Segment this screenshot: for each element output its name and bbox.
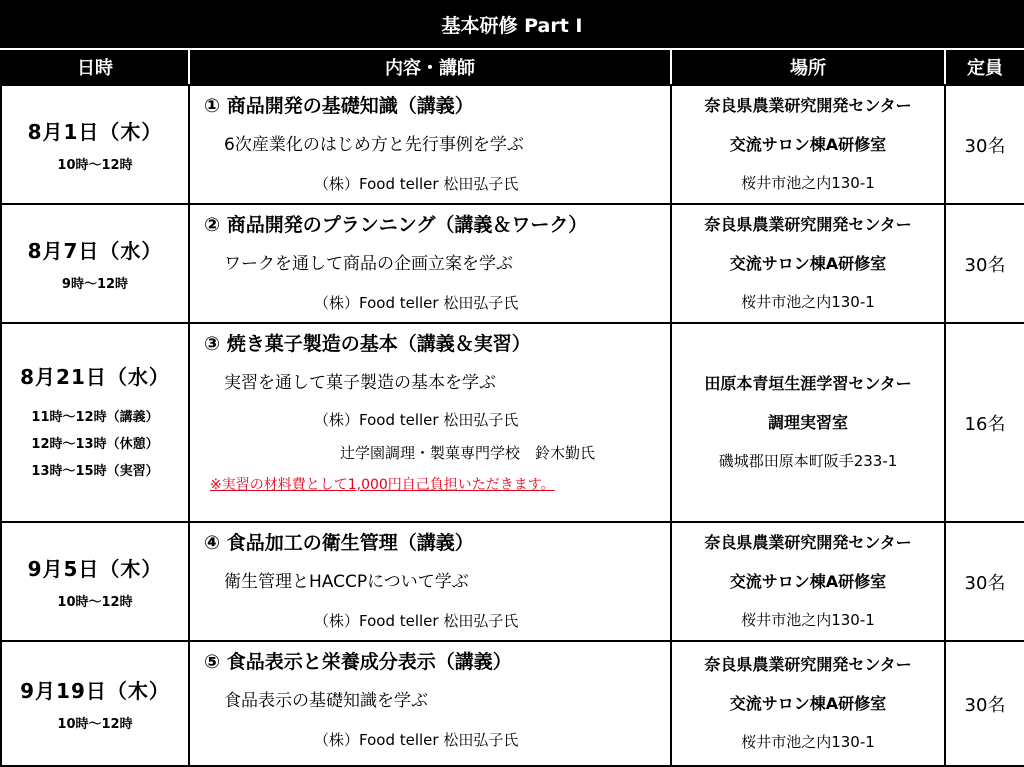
session-date: 8月7日（水） xyxy=(27,239,163,263)
table-row xyxy=(1,641,1024,766)
venue-room: 交流サロン棟A研修室 xyxy=(729,135,887,154)
session-time: 12時～13時（休憩） xyxy=(31,436,159,452)
session-title: ② 商品開発のプランニング（講義＆ワーク） xyxy=(204,214,588,236)
venue-address: 桜井市池之内130-1 xyxy=(741,611,875,629)
table-row xyxy=(1,522,1024,641)
capacity-cell: 30名 xyxy=(945,641,1024,766)
session-date: 9月5日（木） xyxy=(27,557,163,581)
session-time: 10時～12時 xyxy=(57,595,133,610)
session-title: ⑤ 食品表示と栄養成分表示（講義） xyxy=(204,651,512,673)
lecturer: （株）Food teller 松田弘子氏 xyxy=(314,612,519,630)
session-date: 8月21日（水） xyxy=(20,364,170,389)
place-cell xyxy=(671,204,945,323)
venue-address: 桜井市池之内130-1 xyxy=(741,174,875,192)
header-capacity: 定員 xyxy=(945,49,1024,85)
table-row xyxy=(1,323,1024,522)
session-description: 6次産業化のはじめ方と先行事例を学ぶ xyxy=(224,135,524,155)
schedule-table xyxy=(0,48,1024,767)
capacity-cell: 16名 xyxy=(945,323,1024,522)
capacity-cell: 30名 xyxy=(945,522,1024,641)
venue-name: 奈良県農業研究開発センター xyxy=(704,215,912,234)
session-title: ① 商品開発の基礎知識（講義） xyxy=(204,95,474,117)
place-cell xyxy=(671,85,945,204)
session-date: 8月1日（木） xyxy=(27,120,163,144)
content-cell xyxy=(189,85,671,204)
content-cell xyxy=(189,522,671,641)
session-title: ③ 焼き菓子製造の基本（講義＆実習） xyxy=(204,333,531,355)
lecturer: 辻学園調理・製菓専門学校 鈴木勤氏 xyxy=(340,444,596,462)
venue-name: 奈良県農業研究開発センター xyxy=(704,96,912,115)
venue-address: 桜井市池之内130-1 xyxy=(741,293,875,311)
date-cell xyxy=(1,641,189,766)
venue-room: 交流サロン棟A研修室 xyxy=(729,694,887,713)
place-cell xyxy=(671,323,945,522)
session-title: ④ 食品加工の衛生管理（講義） xyxy=(204,532,474,554)
venue-room: 交流サロン棟A研修室 xyxy=(729,572,887,591)
venue-name: 奈良県農業研究開発センター xyxy=(704,533,912,552)
session-description: 衛生管理とHACCPについて学ぶ xyxy=(224,572,469,592)
header-date: 日時 xyxy=(1,49,189,85)
venue-address: 磯城郡田原本町阪手233-1 xyxy=(718,452,898,470)
venue-address: 桜井市池之内130-1 xyxy=(741,733,875,751)
lecturer: （株）Food teller 松田弘子氏 xyxy=(314,294,519,312)
session-time: 11時～12時（講義） xyxy=(31,409,159,425)
lecturer: （株）Food teller 松田弘子氏 xyxy=(314,411,519,429)
table-row xyxy=(1,85,1024,204)
capacity-cell: 30名 xyxy=(945,204,1024,323)
lecturer: （株）Food teller 松田弘子氏 xyxy=(314,175,519,193)
session-description: 実習を通して菓子製造の基本を学ぶ xyxy=(224,373,496,393)
header-row xyxy=(1,49,1024,85)
table-row xyxy=(1,204,1024,323)
content-cell xyxy=(189,323,671,522)
schedule-title: 基本研修 Part Ⅰ xyxy=(0,0,1024,48)
place-cell xyxy=(671,522,945,641)
venue-name: 田原本青垣生涯学習センター xyxy=(704,374,912,393)
date-cell xyxy=(1,522,189,641)
session-date: 9月19日（木） xyxy=(20,679,170,703)
venue-room: 調理実習室 xyxy=(767,413,848,432)
session-time: 9時～12時 xyxy=(61,277,129,292)
date-cell xyxy=(1,323,189,522)
cost-note: ※実習の材料費として1,000円自己負担いただきます。 xyxy=(210,477,555,493)
venue-name: 奈良県農業研究開発センター xyxy=(704,655,912,674)
header-content: 内容・講師 xyxy=(189,49,671,85)
date-cell xyxy=(1,85,189,204)
session-time: 10時～12時 xyxy=(57,158,133,173)
header-place: 場所 xyxy=(671,49,945,85)
content-cell xyxy=(189,641,671,766)
session-time-list xyxy=(2,404,188,485)
session-time: 10時～12時 xyxy=(57,717,133,732)
place-cell xyxy=(671,641,945,766)
content-cell xyxy=(189,204,671,323)
lecturer: （株）Food teller 松田弘子氏 xyxy=(314,731,519,749)
session-description: 食品表示の基礎知識を学ぶ xyxy=(224,691,428,711)
session-time: 13時～15時（実習） xyxy=(31,463,159,479)
date-cell xyxy=(1,204,189,323)
session-description: ワークを通して商品の企画立案を学ぶ xyxy=(224,254,513,274)
venue-room: 交流サロン棟A研修室 xyxy=(729,254,887,273)
capacity-cell: 30名 xyxy=(945,85,1024,204)
